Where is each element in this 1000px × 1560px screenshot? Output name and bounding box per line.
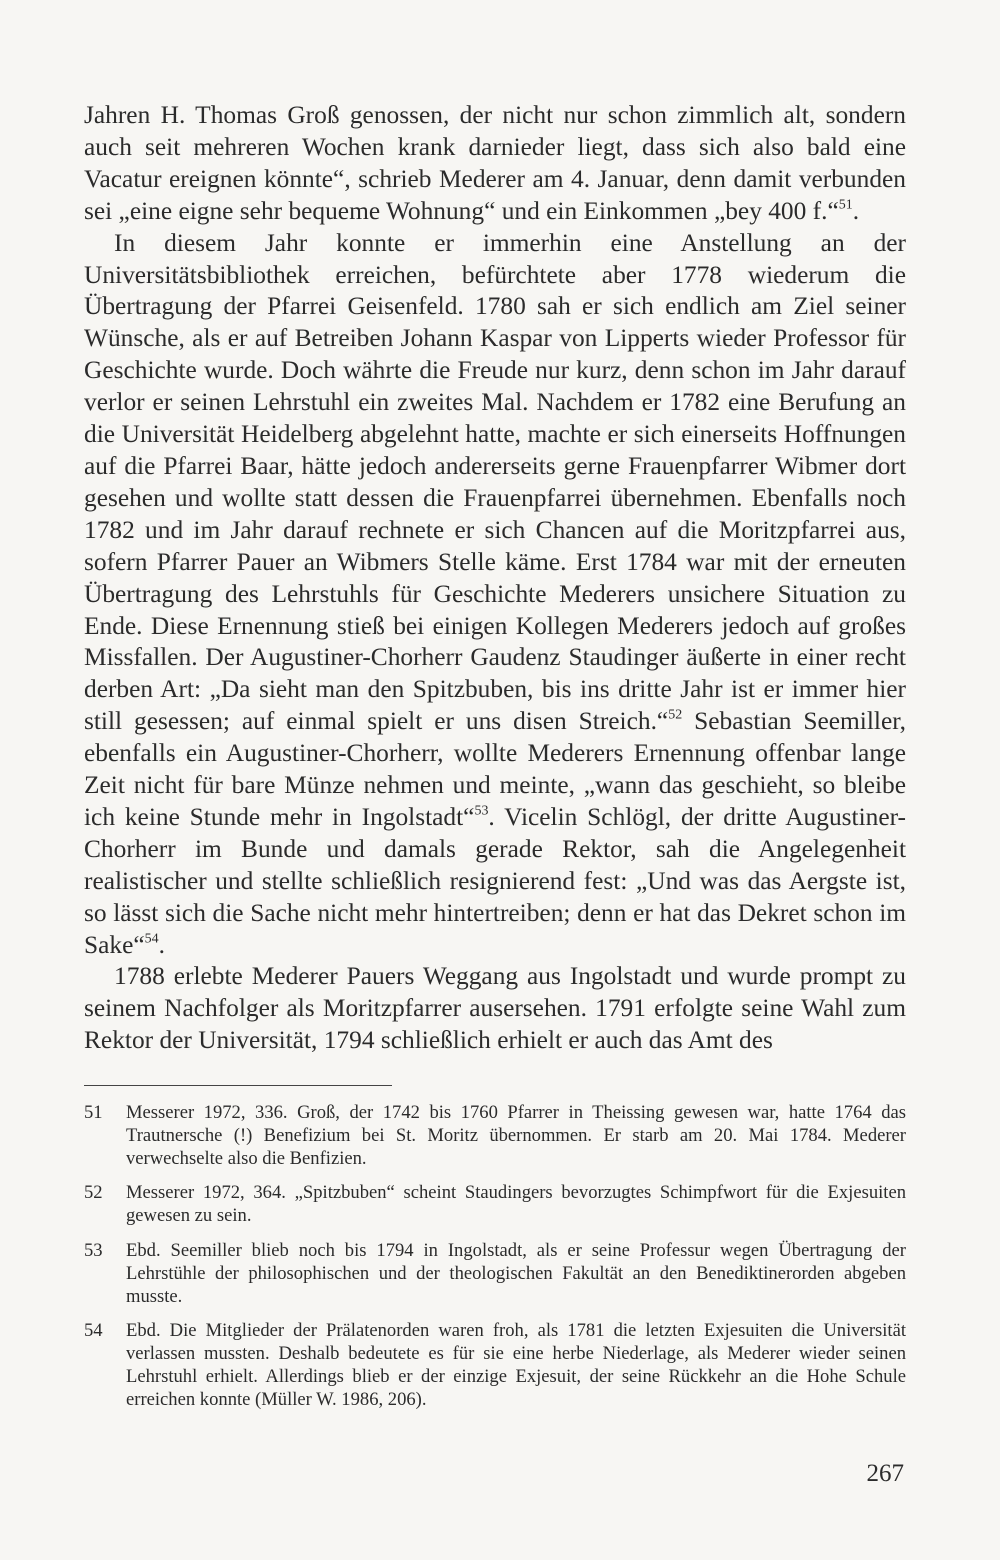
text-run: 1788 erlebte Mederer Pauers Weggang aus Ingolstadt und wurde prompt zu seinem Nachfolger als Moritzpfarrer ausersehen. 1791 erfolgte seine Wahl zum Rektor der Universität, 1794 schließlich erhielt er auch das Amt des [84, 962, 906, 1055]
footnote-marker[interactable]: 54 [144, 931, 159, 947]
footnote-text: Ebd. Seemiller blieb noch bis 1794 in Ingolstadt, als er seine Professur wegen Übertragung der Lehrstühle der philosophischen und der theologischen Fakultät an den Benediktinerorden abgeben musste. [126, 1239, 906, 1307]
page-number: 267 [866, 1460, 904, 1487]
text-run: Jahren H. Thomas Groß genossen, der nicht nur schon zimmlich alt, sondern auch seit mehreren Wochen krank darnieder liegt, dass sich also bald eine Vacatur ereignen könnte“, schrieb Mederer am 4. Januar, denn damit verbunden sei „eine eigne sehr bequeme Wohnung“ und ein Einkommen „bey 400 f.“ [84, 101, 906, 225]
paragraph [84, 228, 906, 962]
footnote-number: 51 [84, 1102, 103, 1123]
footnote [84, 1102, 906, 1170]
footnote-number: 52 [84, 1182, 103, 1204]
paragraph [84, 961, 906, 1057]
footnote-text: Messerer 1972, 364. „Spitzbuben“ scheint Staudingers bevorzugtes Schimpfwort für die Exjesuiten gewesen zu sein. [126, 1182, 906, 1227]
footnotes [84, 1102, 906, 1424]
footnote-marker[interactable]: 52 [668, 707, 683, 723]
footnote-marker[interactable]: 53 [474, 803, 489, 819]
footnote [84, 1182, 906, 1228]
footnote [84, 1320, 906, 1411]
text-run: . Vicelin Schlögl, der dritte Augustiner-Chorherr im Bunde und damals gerade Rektor, sah die Angelegenheit realistischer und stellte schließlich resignierend fest: „Und was das Aergste ist, so lässt sich die Sache nicht mehr hintertreiben; denn er hat das Dekret schon im Sake“ [84, 802, 907, 959]
text-run: In diesem Jahr konnte er immerhin eine Anstellung an der Universitätsbibliothek erreichen, befürchtete aber 1778 wiederum die Übertragung der Pfarrei Geisenfeld. 1780 sah er sich endlich am Ziel seiner Wünsche, als er auf Betreiben Johann Kaspar von Lipperts wieder Professor für Geschichte wurde. Doch währte die Freude nur kurz, denn schon im Jahr darauf verlor er seinen Lehrstuhl ein zweites Mal. Nachdem er 1782 eine Berufung an die Universität Heidelberg abgelehnt hatte, machte er sich einerseits Hoffnungen auf die Pfarrei Baar, hätte jedoch andererseits gerne Frauenpfarrer Wibmer dort gesehen und wollte statt dessen die Frauenpfarrei übernehmen. Ebenfalls noch 1782 und im Jahr darauf rechnete er sich Chancen auf die Moritzpfarrei aus, sofern Pfarrer Pauer an Wibmers Stelle käme. Erst 1784 war mit der erneuten Übertragung des Lehrstuhls für Geschichte Mederers unsichere Situation zu Ende. Diese Ernennung stieß bei einigen Kollegen Mederers jedoch auf großes Missfallen. Der Augustiner-Chorherr Gaudenz Staudinger äußerte in einer recht derben Art: „Da sieht man den Spitzbuben, bis ins dritte Jahr ist er immer hier still gesessen; auf einmal spielt er uns disen Streich.“ [84, 228, 906, 736]
footnote-number: 54 [84, 1320, 103, 1342]
footnote-marker[interactable]: 51 [838, 197, 853, 213]
text-run: . [852, 196, 860, 225]
footnote-text: Ebd. Die Mitglieder der Prälatenorden waren froh, als 1781 die letzten Exjesuiten die Universität verlassen mussten. Deshalb bedeutete es für sie eine herbe Niederlage, als Mederer wieder seinen Lehrstuhl erhielt. Allerdings blieb er der einzige Exjesuit, der seine Rückkehr an die Hohe Schule erreichen konnte (Müller W. 1986, 206). [126, 1320, 906, 1410]
footnote-text: Messerer 1972, 336. Groß, der 1742 bis 1760 Pfarrer in Theissing gewesen war, hatte 1764 das Trautnersche (!) Benefizium bei St. Moritz übernommen. Er starb am 20. Mai 1784. Mederer verwechselte also die Benfizien. [126, 1102, 906, 1169]
footnote [84, 1240, 906, 1308]
main-text [84, 100, 906, 1057]
text-run: Sebastian Seemiller, ebenfalls ein Augustiner-Chorherr, wollte Mederers Ernennung offenbar lange Zeit nicht für bare Münze nehmen und meinte, „wann das geschieht, so bleibe ich keine Stunde mehr in Ingolstadt“ [84, 707, 906, 831]
paragraph [84, 100, 906, 228]
text-run: . [158, 930, 165, 959]
footnote-number: 53 [84, 1239, 103, 1261]
footnote-separator [84, 1085, 392, 1086]
